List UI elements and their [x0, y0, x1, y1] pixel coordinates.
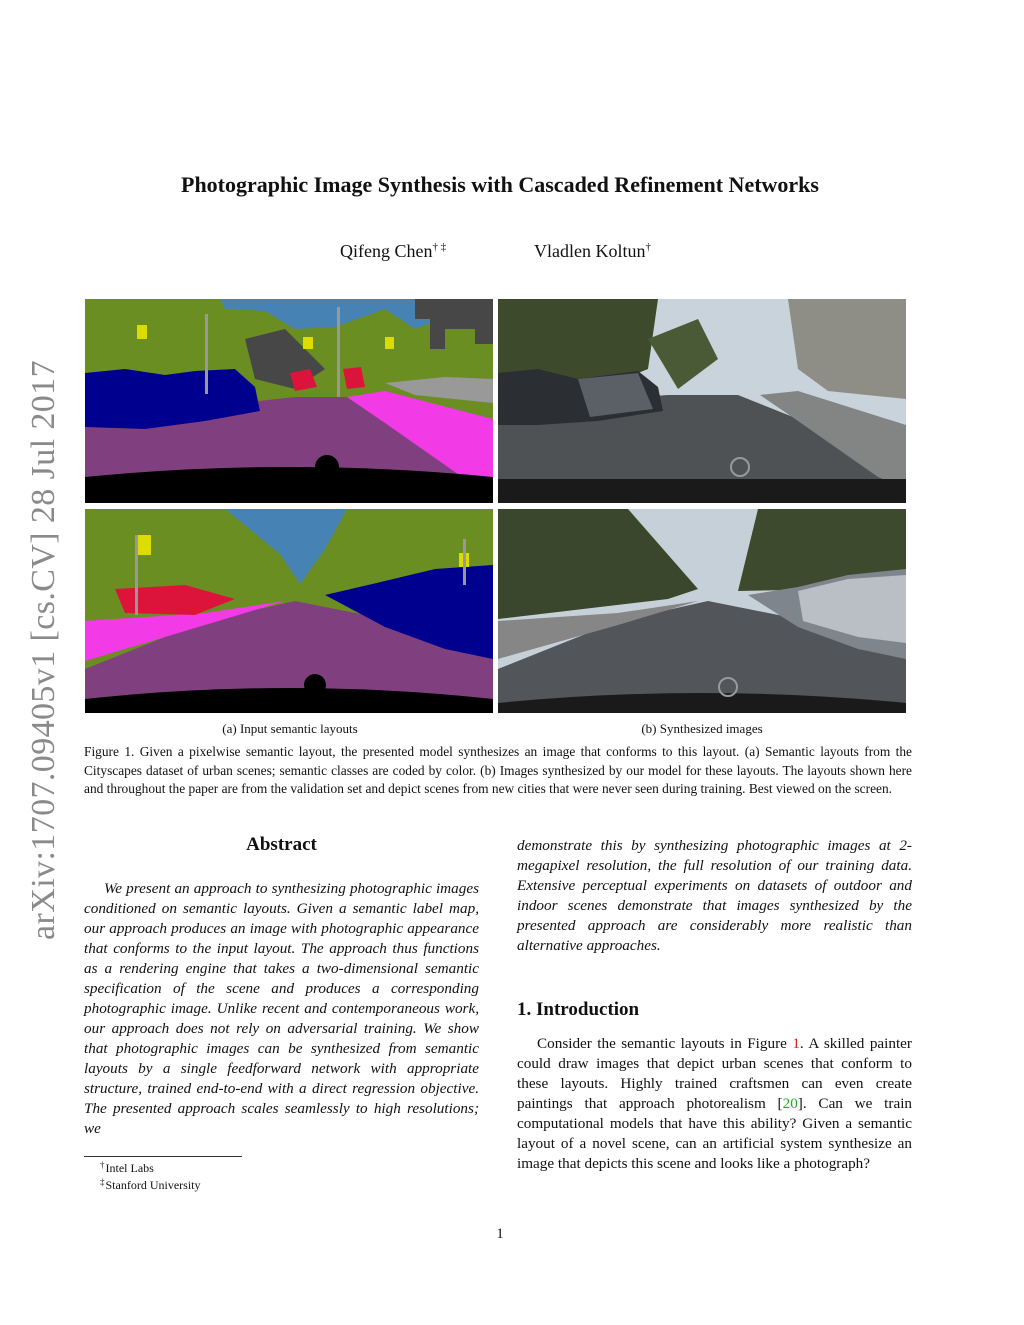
introduction-paragraph	[517, 1034, 912, 1174]
abstract-text-left: We present an approach to synthesizing photographic images conditioned on semantic layouts. Given a semantic label map, our approach produces an image with photographic appearance that conforms to the input layout. The approach thus functions as a rendering engine that takes a two-dimensional semantic specification of the scene and produces a corresponding photographic image. Unlike recent and contemporaneous work, our approach does not rely on adversarial training. We show that photographic images can be synthesized from semantic layouts by a single feedforward network with appropriate structure, trained end-to-end with a direct regression objective. The presented approach scales seamlessly to high resolutions; we	[84, 880, 479, 1137]
paper-title: Photographic Image Synthesis with Cascaded Refinement Networks	[181, 172, 819, 197]
author-1-name: Qifeng Chen	[340, 241, 433, 261]
abstract-text-right: demonstrate this by synthesizing photographic images at 2-megapixel resolution, the full resolution of our training data. Extensive perceptual experiments on datasets of outdoor and indoor scenes demonstrate that images synthesized by the presented approach are considerably more realistic than alternative approaches.	[517, 837, 912, 954]
arxiv-identifier: arXiv:1707.09405v1 [cs.CV] 28 Jul 2017	[25, 360, 62, 940]
semantic-layout-2	[85, 509, 493, 713]
semantic-layout-1	[85, 299, 493, 503]
footnote-2	[100, 1177, 201, 1193]
author-1-affiliation-marks: † ‡	[432, 241, 447, 253]
page-number: 1	[496, 1226, 504, 1242]
abstract-heading: Abstract	[246, 834, 317, 855]
citation-20-link[interactable]: 20	[782, 1095, 798, 1112]
footnote-2-mark: ‡	[100, 1177, 105, 1187]
footnote-1-text: Intel Labs	[105, 1161, 154, 1175]
footnote-1-mark: †	[100, 1160, 105, 1170]
intro-text-part-2: . A skilled painter could draw images that depict urban scenes that conform to these layouts. Highly trained craftsmen can even create paintings that approach photorealism [	[517, 1035, 912, 1112]
author-1	[340, 241, 446, 262]
intro-text-part-3: ]. Can we train computational models that have this ability? Given a semantic layout of a novel scene, can an artificial system synthesize an image that depicts this scene and looks like a photograph?	[517, 1095, 913, 1172]
author-2-name: Vladlen Koltun	[534, 241, 646, 261]
figure-caption: Figure 1. Given a pixelwise semantic layout, the presented model synthesizes an image that conforms to this layout. (a) Semantic layouts from the Cityscapes dataset of urban scenes; semantic classes are coded by color. (b) Images synthesized by our model for these layouts. The layouts shown here and throughout the paper are from the validation set and depict scenes from new cities that were never seen during training. Best viewed on the screen.	[84, 744, 912, 796]
figure-1-reference-link[interactable]: 1	[792, 1035, 800, 1052]
author-2-affiliation-marks: †	[645, 241, 651, 253]
synthesized-image-2	[498, 509, 906, 713]
introduction-heading: 1. Introduction	[517, 999, 640, 1020]
author-2	[534, 241, 651, 262]
subcaption-b: (b) Synthesized images	[641, 721, 763, 736]
intro-text-part-1: Consider the semantic layouts in Figure	[537, 1035, 793, 1052]
footnote-1	[100, 1160, 154, 1176]
footnote-2-text: Stanford University	[105, 1178, 201, 1192]
footnote-rule	[84, 1156, 242, 1157]
synthesized-image-1	[498, 299, 906, 503]
subcaption-a: (a) Input semantic layouts	[222, 721, 358, 736]
